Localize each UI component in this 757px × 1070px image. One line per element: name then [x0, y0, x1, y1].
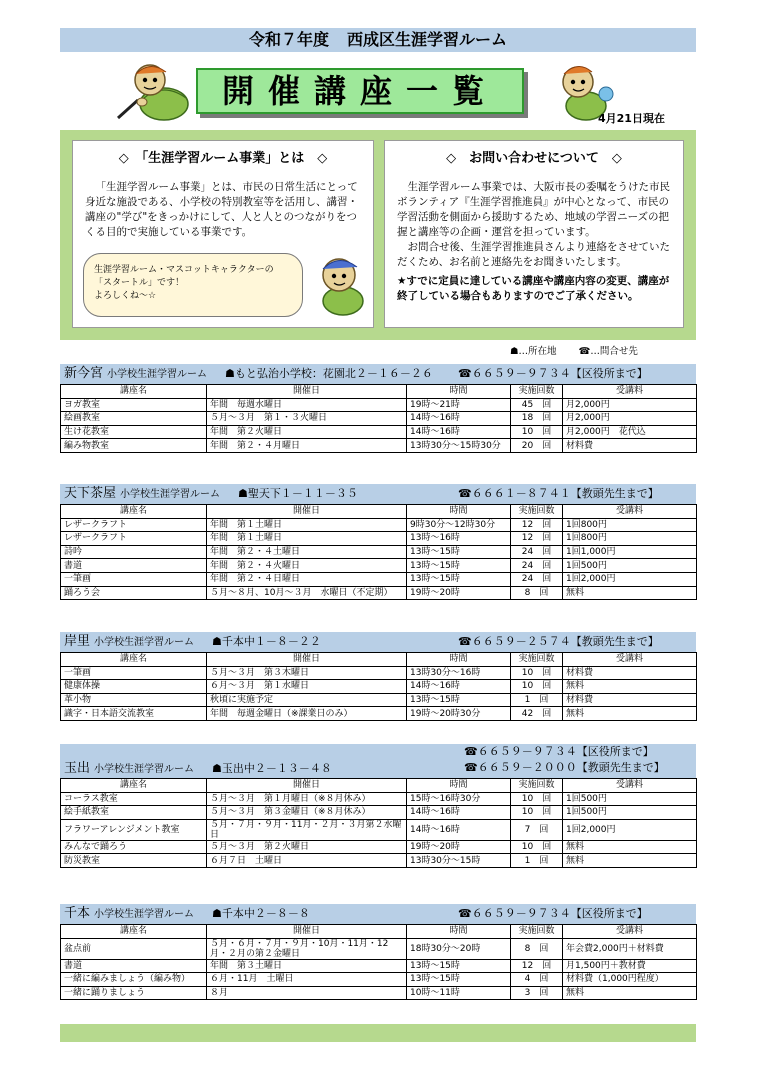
about-body: 「生涯学習ルーム事業」とは、市民の日常生活にとって身近な施設である、小学校の特別教室等を活用し、講習・講座の"学び"をきっかけにして、人と人とのつながりをつくる目的で実施している事業です。	[85, 181, 358, 238]
column-header: 受講料	[563, 779, 697, 793]
contact-panel	[384, 140, 684, 328]
table-cell: 一緒に踊りましょう	[61, 986, 207, 1000]
table-cell: ヨガ教室	[61, 398, 207, 412]
table-cell: レザークラフト	[61, 518, 207, 532]
table-cell: ５月・６月・７月・９月・10月・11月・12月・２月の第２金曜日	[207, 938, 407, 959]
table-row	[61, 532, 697, 546]
table-cell: 13時～15時	[407, 959, 511, 973]
table-cell: 年間 第２・４日曜日	[207, 572, 407, 586]
table-cell: ６月～３月 第１水曜日	[207, 680, 407, 694]
table-row	[61, 840, 697, 854]
table-cell: 材料費	[563, 666, 697, 680]
table-cell: 19時～20時30分	[407, 707, 511, 721]
table-cell: 無料	[563, 707, 697, 721]
table-cell: 健康体操	[61, 680, 207, 694]
table-cell: 19時～20時	[407, 586, 511, 600]
table-cell: 13時30分～15時	[407, 854, 511, 868]
table-cell: 年間 第２・４月曜日	[207, 439, 407, 453]
course-table	[60, 384, 697, 453]
table-cell: 年間 第２・４火曜日	[207, 559, 407, 573]
table-row	[61, 425, 697, 439]
table-cell: 10 回	[511, 806, 563, 820]
table-cell: ５月～３月 第３金曜日（※８月休み）	[207, 806, 407, 820]
table-cell: 10 回	[511, 425, 563, 439]
table-cell: 盆点前	[61, 938, 207, 959]
table-cell: 書道	[61, 959, 207, 973]
column-header: 開催日	[207, 653, 407, 667]
table-cell: 年会費2,000円＋材料費	[563, 938, 697, 959]
table-cell: 無料	[563, 840, 697, 854]
table-cell: 14時～16時	[407, 425, 511, 439]
section-address: ☗千本中１－８－２２	[212, 635, 321, 648]
table-cell: 1回1,000円	[563, 545, 697, 559]
column-header: 受講料	[563, 653, 697, 667]
table-row	[61, 666, 697, 680]
section-header	[60, 364, 696, 384]
table-row	[61, 986, 697, 1000]
table-row	[61, 973, 697, 987]
section-phone: ☎６６５９－９７３４【区役所まで】	[458, 907, 648, 920]
column-header: 時間	[407, 653, 511, 667]
as-of-date: 4月21日現在	[598, 112, 665, 125]
section-tengachaya	[60, 484, 696, 600]
table-cell: 9時30分～12時30分	[407, 518, 511, 532]
table-cell: 生け花教室	[61, 425, 207, 439]
mascot-speech-bubble	[83, 253, 303, 317]
table-cell: 13時30分～15時30分	[407, 439, 511, 453]
column-header: 講座名	[61, 925, 207, 939]
table-cell: 材料費	[563, 439, 697, 453]
table-cell: 1回500円	[563, 559, 697, 573]
table-cell: ５月～３月 第１・３火曜日	[207, 412, 407, 426]
table-row	[61, 959, 697, 973]
column-header: 実施回数	[511, 779, 563, 793]
table-row	[61, 680, 697, 694]
section-subtitle: 小学校生涯学習ルーム	[94, 637, 195, 648]
table-header-row	[61, 385, 697, 399]
table-cell: ５月～３月 第１月曜日（※８月休み）	[207, 792, 407, 806]
section-header	[60, 904, 696, 924]
legend	[510, 343, 638, 357]
section-header	[60, 484, 696, 504]
table-cell: 14時～16時	[407, 806, 511, 820]
table-cell: 月2,000円 花代込	[563, 425, 697, 439]
table-cell: 年間 第１土曜日	[207, 518, 407, 532]
table-cell: 4 回	[511, 973, 563, 987]
column-header: 開催日	[207, 385, 407, 399]
bubble-line: 「スタートル」です！	[94, 278, 185, 288]
table-cell: 12 回	[511, 959, 563, 973]
table-cell: 13時～15時	[407, 693, 511, 707]
table-cell: 10 回	[511, 680, 563, 694]
table-cell: ８月	[207, 986, 407, 1000]
table-cell: ６月・11月 土曜日	[207, 973, 407, 987]
turtle-mascot-icon	[112, 58, 202, 124]
table-cell: みんなで踊ろう	[61, 840, 207, 854]
table-cell: 24 回	[511, 559, 563, 573]
table-cell: 無料	[563, 680, 697, 694]
table-row	[61, 572, 697, 586]
table-cell: 編み物教室	[61, 439, 207, 453]
section-phone: ☎６６６１－８７４１【教頭先生まで】	[458, 487, 659, 500]
table-row	[61, 559, 697, 573]
page-title-bar	[60, 28, 696, 52]
section-address: ☗玉出中２－１３－４８	[212, 762, 332, 775]
table-header-row	[61, 925, 697, 939]
column-header: 受講料	[563, 505, 697, 519]
section-header	[60, 632, 696, 652]
table-row	[61, 806, 697, 820]
table-cell: ５月～３月 第２火曜日	[207, 840, 407, 854]
table-cell: 絵画教室	[61, 412, 207, 426]
table-row	[61, 439, 697, 453]
bubble-line: 生涯学習ルーム・マスコットキャラクターの	[94, 265, 274, 275]
section-name: 玉出	[64, 761, 91, 776]
section-header	[60, 744, 696, 778]
table-cell: 月1,500円＋教材費	[563, 959, 697, 973]
table-cell: 13時～15時	[407, 545, 511, 559]
column-header: 実施回数	[511, 385, 563, 399]
table-cell: 年間 第２火曜日	[207, 425, 407, 439]
table-cell: 一筆画	[61, 666, 207, 680]
table-cell: 13時～16時	[407, 532, 511, 546]
table-row	[61, 412, 697, 426]
table-cell: 3 回	[511, 986, 563, 1000]
contact-title: ◇ お問い合わせについて ◇	[446, 151, 622, 166]
table-cell: 一筆画	[61, 572, 207, 586]
table-cell: ５月～８月、10月～３月 水曜日（不定期）	[207, 586, 407, 600]
section-subtitle: 小学校生涯学習ルーム	[120, 489, 221, 500]
table-row	[61, 545, 697, 559]
table-header-row	[61, 779, 697, 793]
table-cell: 14時～16時	[407, 412, 511, 426]
banner-heading: 開催講座一覧	[196, 68, 524, 114]
column-header: 時間	[407, 505, 511, 519]
course-table	[60, 652, 697, 721]
table-row	[61, 854, 697, 868]
column-header: 講座名	[61, 779, 207, 793]
section-shinimamiya	[60, 364, 696, 453]
table-cell: 1回2,000円	[563, 572, 697, 586]
table-row	[61, 707, 697, 721]
table-cell: 10 回	[511, 840, 563, 854]
table-cell: 12 回	[511, 518, 563, 532]
section-kishinosato	[60, 632, 696, 721]
table-cell: 15時～16時30分	[407, 792, 511, 806]
table-cell: 年間 第１土曜日	[207, 532, 407, 546]
table-cell: 13時～15時	[407, 973, 511, 987]
section-phone: ☎６６５９－９７３４【区役所まで】	[458, 367, 648, 380]
section-phone: ☎６６５９－２５７４【教頭先生まで】	[458, 635, 659, 648]
table-cell: フラワーアレンジメント教室	[61, 819, 207, 840]
section-tamade	[60, 744, 696, 868]
table-cell: 7 回	[511, 819, 563, 840]
about-title: ◇ 「生涯学習ルーム事業」とは ◇	[118, 151, 328, 166]
table-cell: 13時30分～16時	[407, 666, 511, 680]
table-cell: ６月７日 土曜日	[207, 854, 407, 868]
column-header: 講座名	[61, 505, 207, 519]
table-cell: 月2,000円	[563, 412, 697, 426]
about-panel	[72, 140, 374, 328]
table-cell: 8 回	[511, 586, 563, 600]
legend-phone: ☎…問合せ先	[578, 346, 638, 357]
table-cell: 13時～15時	[407, 572, 511, 586]
column-header: 講座名	[61, 385, 207, 399]
section-address: ☗千本中２－８－８	[212, 907, 310, 920]
table-row	[61, 518, 697, 532]
table-cell: 20 回	[511, 439, 563, 453]
section-subtitle: 小学校生涯学習ルーム	[107, 369, 208, 380]
table-cell: 詩吟	[61, 545, 207, 559]
table-cell: 1回500円	[563, 792, 697, 806]
table-cell: 10 回	[511, 792, 563, 806]
table-cell: 年間 毎週水曜日	[207, 398, 407, 412]
course-table	[60, 778, 697, 868]
table-cell: 踊ろう会	[61, 586, 207, 600]
section-name: 新今宮	[64, 366, 104, 381]
table-cell: 1回500円	[563, 806, 697, 820]
table-cell: 無料	[563, 854, 697, 868]
table-cell: 1回800円	[563, 532, 697, 546]
table-cell: 19時～21時	[407, 398, 511, 412]
section-address: ☗聖天下１－１１－３５	[238, 487, 358, 500]
table-cell: 年間 第３土曜日	[207, 959, 407, 973]
section-subtitle: 小学校生涯学習ルーム	[94, 909, 195, 920]
course-table	[60, 504, 697, 600]
section-phone-ward: ☎６６５９－９７３４【区役所まで】	[464, 745, 654, 758]
table-cell: 12 回	[511, 532, 563, 546]
table-cell: 年間 第２・４土曜日	[207, 545, 407, 559]
table-cell: 無料	[563, 986, 697, 1000]
table-cell: 1回2,000円	[563, 819, 697, 840]
turtle-mascot-icon	[313, 249, 369, 319]
table-cell: 1回800円	[563, 518, 697, 532]
table-cell: 18時30分～20時	[407, 938, 511, 959]
table-cell: 無料	[563, 586, 697, 600]
contact-notice: ★すでに定員に達している講座や講座内容の変更、講座が終了している場合もありますのでご了承ください。	[397, 275, 670, 302]
table-cell: 材料費	[563, 693, 697, 707]
table-cell: 8 回	[511, 938, 563, 959]
org-name: 西成区生涯学習ルーム	[347, 30, 508, 49]
section-name: 天下茶屋	[64, 486, 117, 501]
table-cell: 書道	[61, 559, 207, 573]
table-row	[61, 792, 697, 806]
column-header: 実施回数	[511, 505, 563, 519]
table-row	[61, 938, 697, 959]
section-name: 千本	[64, 906, 91, 921]
course-table	[60, 924, 697, 1000]
table-cell: 18 回	[511, 412, 563, 426]
table-row	[61, 693, 697, 707]
column-header: 時間	[407, 925, 511, 939]
table-cell: 14時～16時	[407, 680, 511, 694]
table-cell: ５月～３月 第３木曜日	[207, 666, 407, 680]
legend-location: ☗…所在地	[510, 346, 557, 357]
table-row	[61, 819, 697, 840]
column-header: 実施回数	[511, 653, 563, 667]
section-senbon	[60, 904, 696, 1000]
column-header: 受講料	[563, 925, 697, 939]
table-cell: 革小物	[61, 693, 207, 707]
column-header: 開催日	[207, 779, 407, 793]
column-header: 開催日	[207, 925, 407, 939]
table-cell: 19時～20時	[407, 840, 511, 854]
table-cell: 13時～15時	[407, 559, 511, 573]
table-cell: 14時～16時	[407, 819, 511, 840]
column-header: 時間	[407, 779, 511, 793]
table-cell: コーラス教室	[61, 792, 207, 806]
table-cell: 材料費（1,000円程度）	[563, 973, 697, 987]
table-cell: 一緒に編みましょう（編み物）	[61, 973, 207, 987]
table-cell: 防災教室	[61, 854, 207, 868]
table-cell: 識字・日本語交流教室	[61, 707, 207, 721]
table-header-row	[61, 505, 697, 519]
table-cell: 45 回	[511, 398, 563, 412]
table-row	[61, 398, 697, 412]
info-frame	[60, 130, 696, 340]
bubble-line: よろしくね～☆	[94, 291, 157, 301]
table-cell: 24 回	[511, 545, 563, 559]
section-name: 岸里	[64, 634, 91, 649]
table-cell: 1 回	[511, 693, 563, 707]
fiscal-year: 令和７年度	[248, 30, 329, 49]
table-cell: 1 回	[511, 854, 563, 868]
table-cell: 10 回	[511, 666, 563, 680]
table-cell: 42 回	[511, 707, 563, 721]
table-cell: 24 回	[511, 572, 563, 586]
column-header: 開催日	[207, 505, 407, 519]
table-cell: ５月・７月・９月・11月・２月・３月第２水曜日	[207, 819, 407, 840]
section-phone: ☎６６５９－２０００【教頭先生まで】	[464, 761, 665, 774]
footer-bar	[60, 1024, 696, 1042]
table-header-row	[61, 653, 697, 667]
table-cell: 秋頃に実施予定	[207, 693, 407, 707]
column-header: 講座名	[61, 653, 207, 667]
contact-paragraph: お問合せ後、生涯学習推進員さんより連絡をさせていただくため、お名前と連絡先をお聞きいたします。	[397, 241, 670, 268]
column-header: 実施回数	[511, 925, 563, 939]
section-address: ☗もと弘治小学校：花園北２－１６－２６	[225, 367, 433, 380]
table-cell: 年間 毎週金曜日（※課業日のみ）	[207, 707, 407, 721]
section-subtitle: 小学校生涯学習ルーム	[94, 764, 195, 775]
table-cell: 絵手紙教室	[61, 806, 207, 820]
table-cell: レザークラフト	[61, 532, 207, 546]
table-cell: 月2,000円	[563, 398, 697, 412]
table-cell: 10時～11時	[407, 986, 511, 1000]
column-header: 受講料	[563, 385, 697, 399]
contact-paragraph: 生涯学習ルーム事業では、大阪市長の委嘱をうけた市民ボランティア『生涯学習推進員』が中心となって、市民の学習活動を側面から援助するため、地域の学習ニーズの把握と講座等の企画・運営を担っています。	[397, 181, 670, 238]
table-row	[61, 586, 697, 600]
column-header: 時間	[407, 385, 511, 399]
